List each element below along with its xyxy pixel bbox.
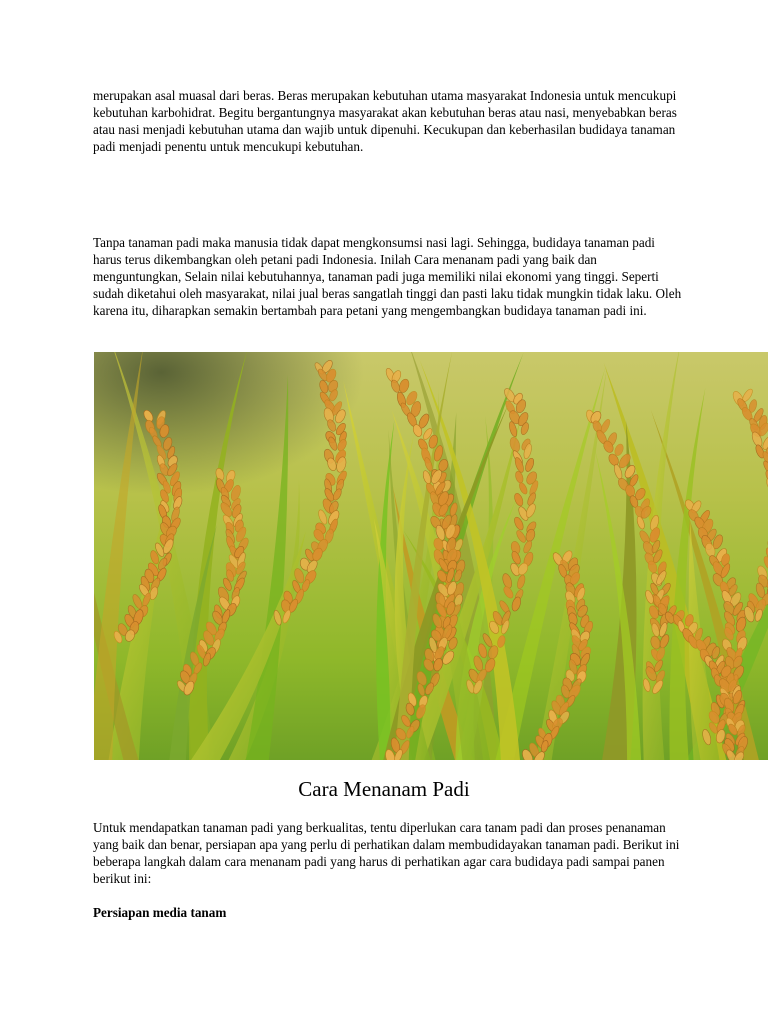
paragraph-importance: Tanpa tanaman padi maka manusia tidak dapat mengkonsumsi nasi lagi. Sehingga, budidaya tanaman padi harus terus dikembangkan oleh petani padi Indonesia. Inilah Cara menanam padi yang baik dan menguntungkan, Selain nilai kebutuhannya, tanaman padi juga memiliki nilai ekonomi yang tinggi. Seperti sudah diketahui oleh masyarakat, nilai jual beras sangatlah tinggi dan pasti laku tidak mungkin tidak laku. Oleh karena itu, diharapkan semakin bertambah para petani yang mengembangkan budidaya tanaman padi ini. xyxy=(93,235,682,318)
section-heading xyxy=(0,775,768,803)
paragraph-intro: merupakan asal muasal dari beras. Beras merupakan kebutuhan utama masyarakat Indonesia untuk mencukupi kebutuhan karbohidrat. Begitu bergantungnya masyarakat akan kebutuhan beras atau nasi, menyebabkan beras atau nasi menjadi kebutuhan utama dan wajib untuk dipenuhi. Kecukupan dan keberhasilan budidaya tanaman padi menjadi penentu untuk mencukupi kebutuhan. xyxy=(93,88,677,154)
rice-plant-illustration xyxy=(94,352,768,760)
subsection-heading: Persiapan media tanam xyxy=(93,905,227,920)
paragraph-method: Untuk mendapatkan tanaman padi yang berkualitas, tentu diperlukan cara tanam padi dan proses penanaman yang baik dan benar, persiapan apa yang perlu di perhatikan dalam membudidayakan tanaman padi. Berikut ini beberapa langkah dalam cara menanam padi yang harus di perhatikan agar cara budidaya padi sampai panen berikut ini: xyxy=(93,820,680,886)
heading-text: Cara Menanam Padi xyxy=(298,777,470,801)
rice-field-photo xyxy=(94,352,768,760)
